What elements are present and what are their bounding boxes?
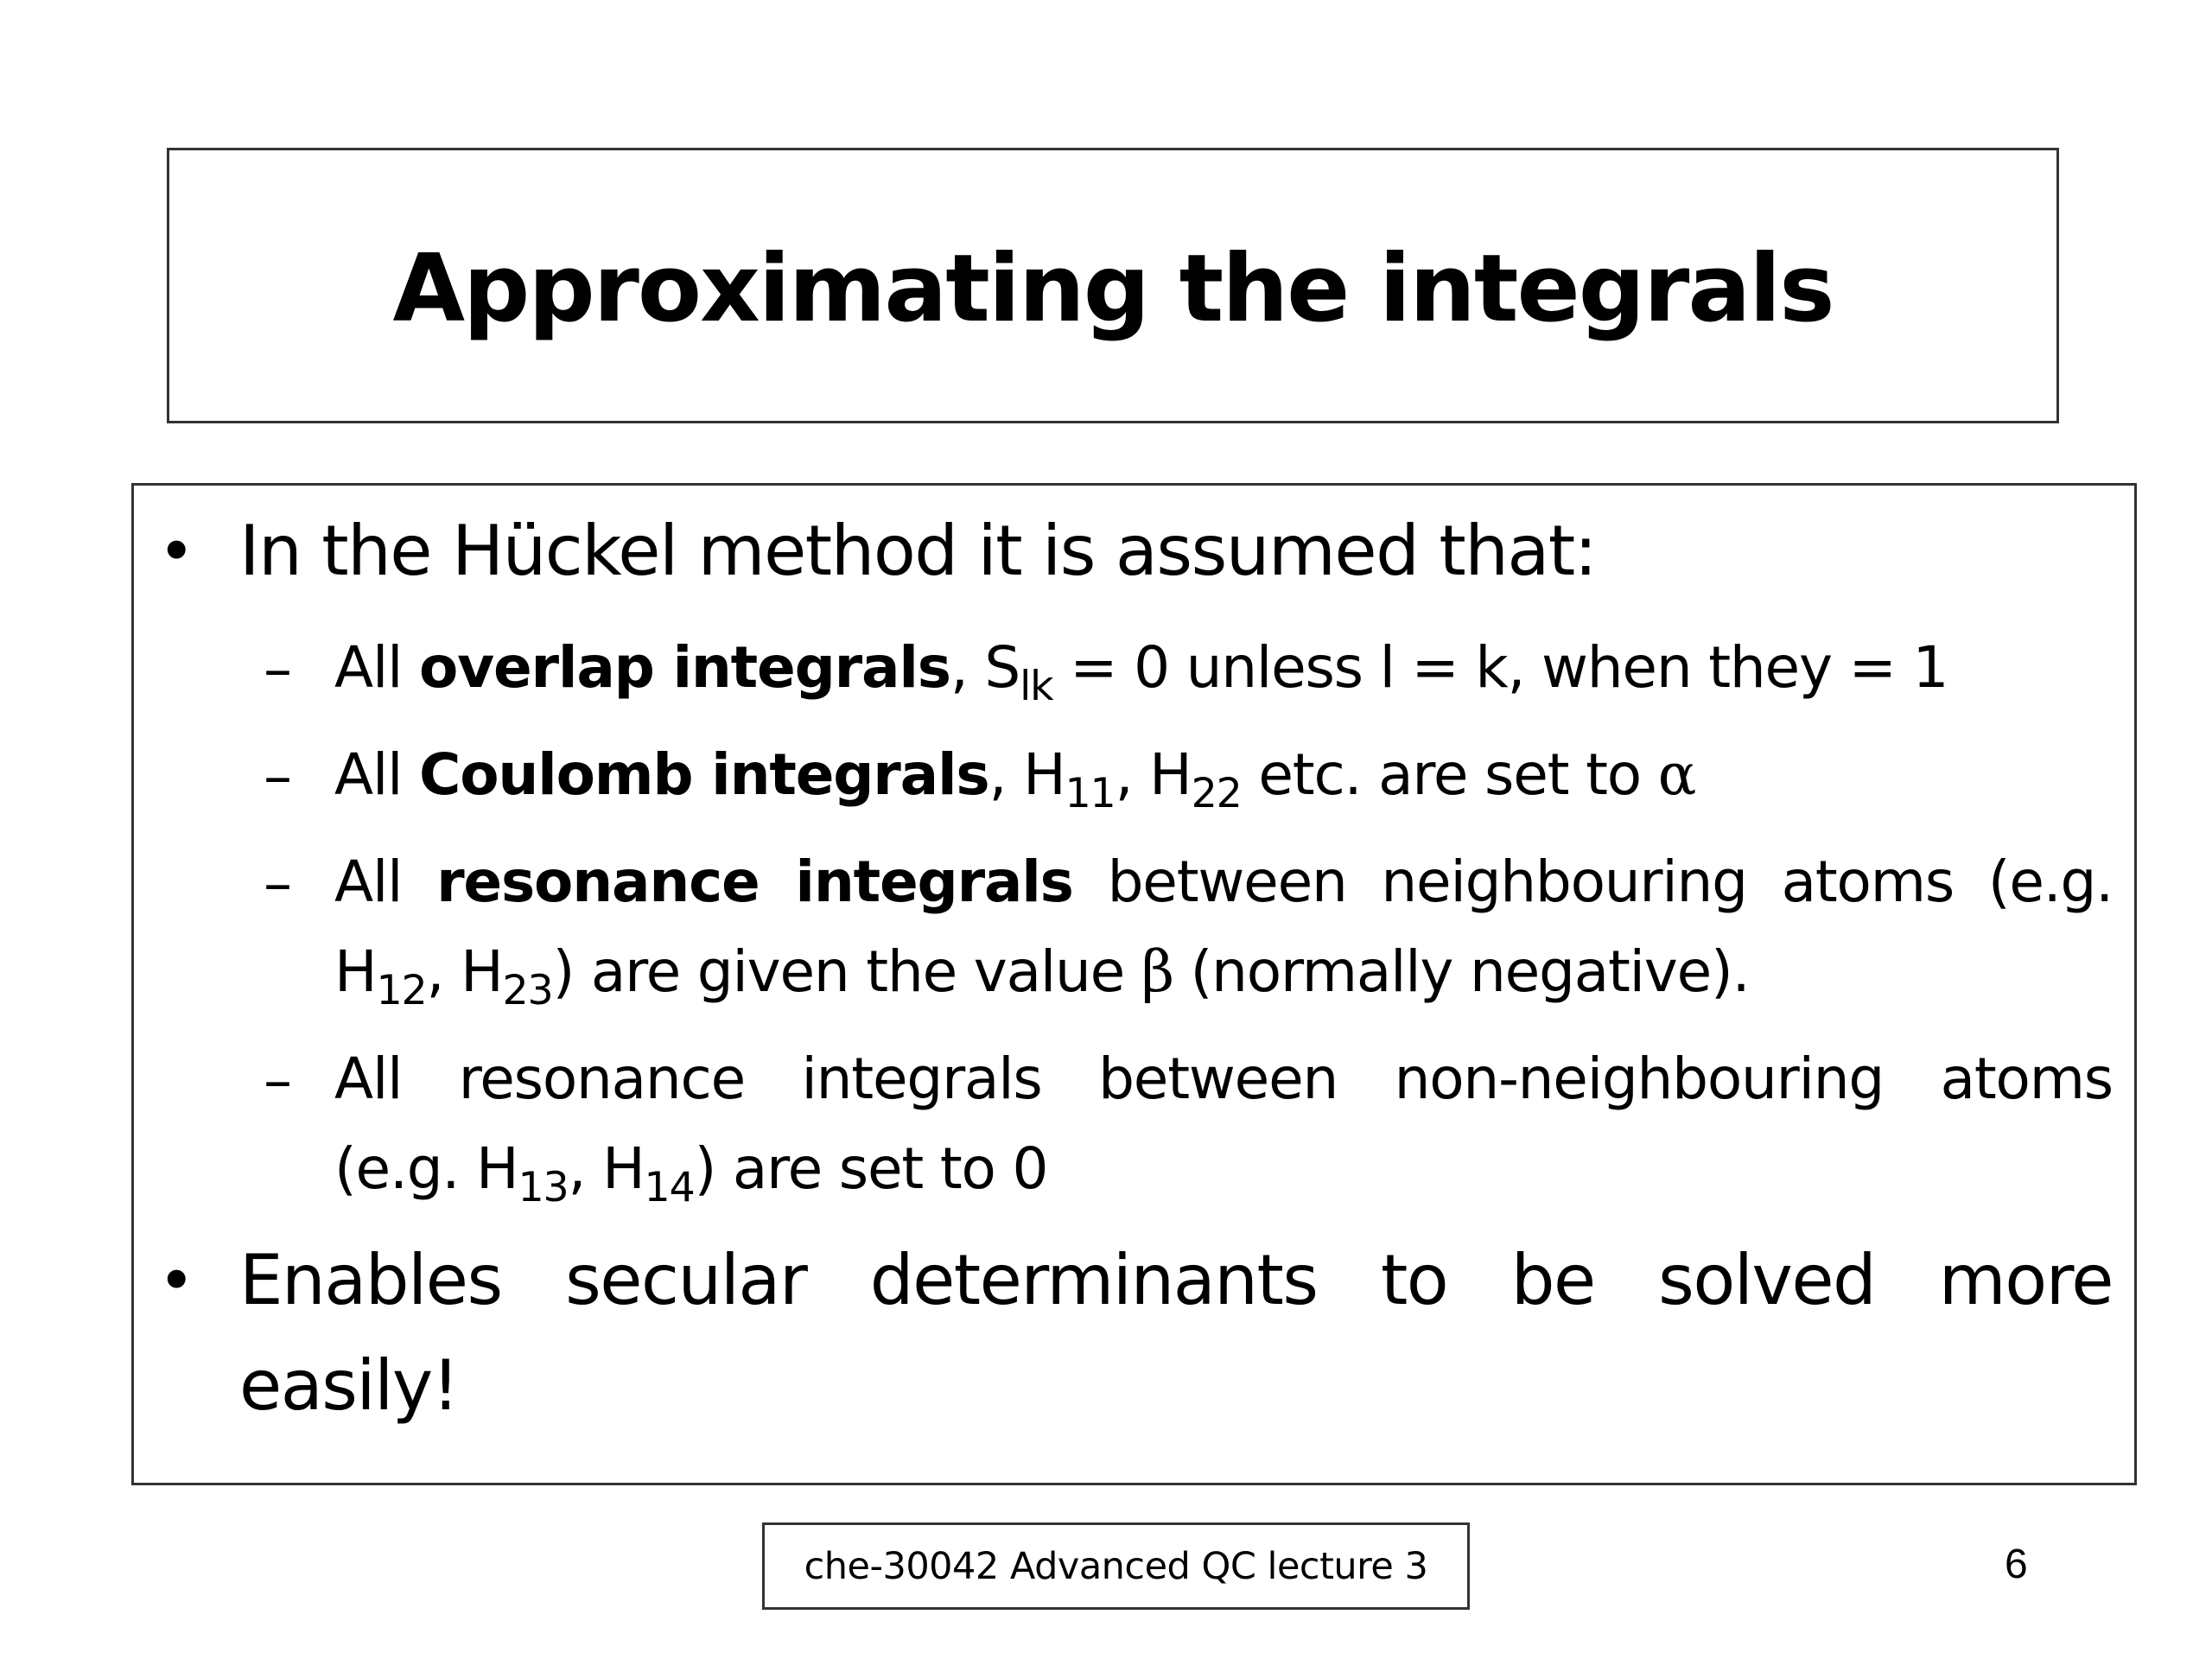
bullet-text-line-2: easily! — [239, 1345, 459, 1426]
comma: , — [426, 938, 444, 1005]
symbol-h-subscript: 22 — [1191, 770, 1242, 818]
symbol-h-subscript: 11 — [1065, 770, 1116, 818]
term-resonance-integrals: resonance integrals — [436, 849, 1073, 915]
footer-course-label: che-30042 Advanced QC lecture 3 — [804, 1544, 1428, 1588]
sub-prefix: All — [334, 741, 403, 808]
sub-rest-line2b: (normally negative). — [1190, 938, 1750, 1005]
slide-title: Approximating the integrals — [392, 234, 1834, 343]
symbol-h: H — [1149, 741, 1192, 808]
dash-marker: – — [264, 1047, 291, 1114]
symbol-h: H — [602, 1135, 645, 1202]
dash-marker: – — [264, 850, 291, 917]
comma: , — [950, 634, 968, 701]
symbol-s: S — [984, 634, 1020, 701]
comma: , — [1115, 741, 1133, 808]
content-box — [131, 483, 2137, 1485]
term-coulomb-integrals: Coulomb integrals — [419, 741, 989, 808]
sub-bullet-line-2 — [334, 938, 1750, 1015]
title-box — [167, 148, 2059, 423]
symbol-h: H — [476, 1135, 518, 1202]
comma: , — [568, 1135, 586, 1202]
sub-bullet-line-1: All resonance integrals between non-neighbouring atoms — [334, 1046, 2113, 1112]
sub-prefix: All — [334, 849, 403, 915]
sub-bullet-line-1 — [334, 849, 2113, 915]
symbol-h-subscript: 12 — [376, 967, 427, 1015]
symbol-h: H — [1023, 741, 1065, 808]
sub-rest-line1: between neighbouring atoms (e.g. — [1107, 849, 2113, 915]
sub-rest-line2a: ) are given the value — [552, 938, 1125, 1005]
sub-prefix: All — [334, 634, 403, 701]
alpha-symbol: α — [1657, 741, 1696, 808]
sub-rest-line2: ) are set to 0 — [694, 1135, 1048, 1202]
sub-rest: = 0 unless l = k, when they = 1 — [1070, 634, 1948, 701]
symbol-h-subscript: 13 — [518, 1164, 569, 1212]
sub-bullet-line — [334, 634, 1948, 711]
beta-symbol: β — [1141, 938, 1173, 1005]
sub-bullet-line-2 — [334, 1135, 1048, 1212]
symbol-h: H — [461, 938, 503, 1005]
symbol-s-subscript: lk — [1020, 663, 1053, 711]
sub-line2-prefix: (e.g. — [334, 1135, 460, 1202]
sub-bullet-line — [334, 741, 1696, 818]
footer-course-box — [762, 1522, 1470, 1610]
dash-marker: – — [264, 636, 291, 702]
dash-marker: – — [264, 743, 291, 810]
sub-rest: etc. are set to — [1258, 741, 1641, 808]
page-number: 6 — [2005, 1541, 2028, 1587]
bullet-text-line-1: Enables secular determinants to be solved more — [239, 1240, 2113, 1320]
comma: , — [988, 741, 1007, 808]
symbol-h-subscript: 14 — [644, 1164, 695, 1212]
bullet-marker: • — [158, 1244, 194, 1317]
bullet-marker: • — [158, 515, 194, 588]
term-overlap-integrals: overlap integrals — [419, 634, 950, 701]
symbol-h-subscript: 23 — [502, 967, 553, 1015]
symbol-h: H — [334, 938, 377, 1005]
bullet-text: In the Hückel method it is assumed that: — [239, 511, 1597, 591]
